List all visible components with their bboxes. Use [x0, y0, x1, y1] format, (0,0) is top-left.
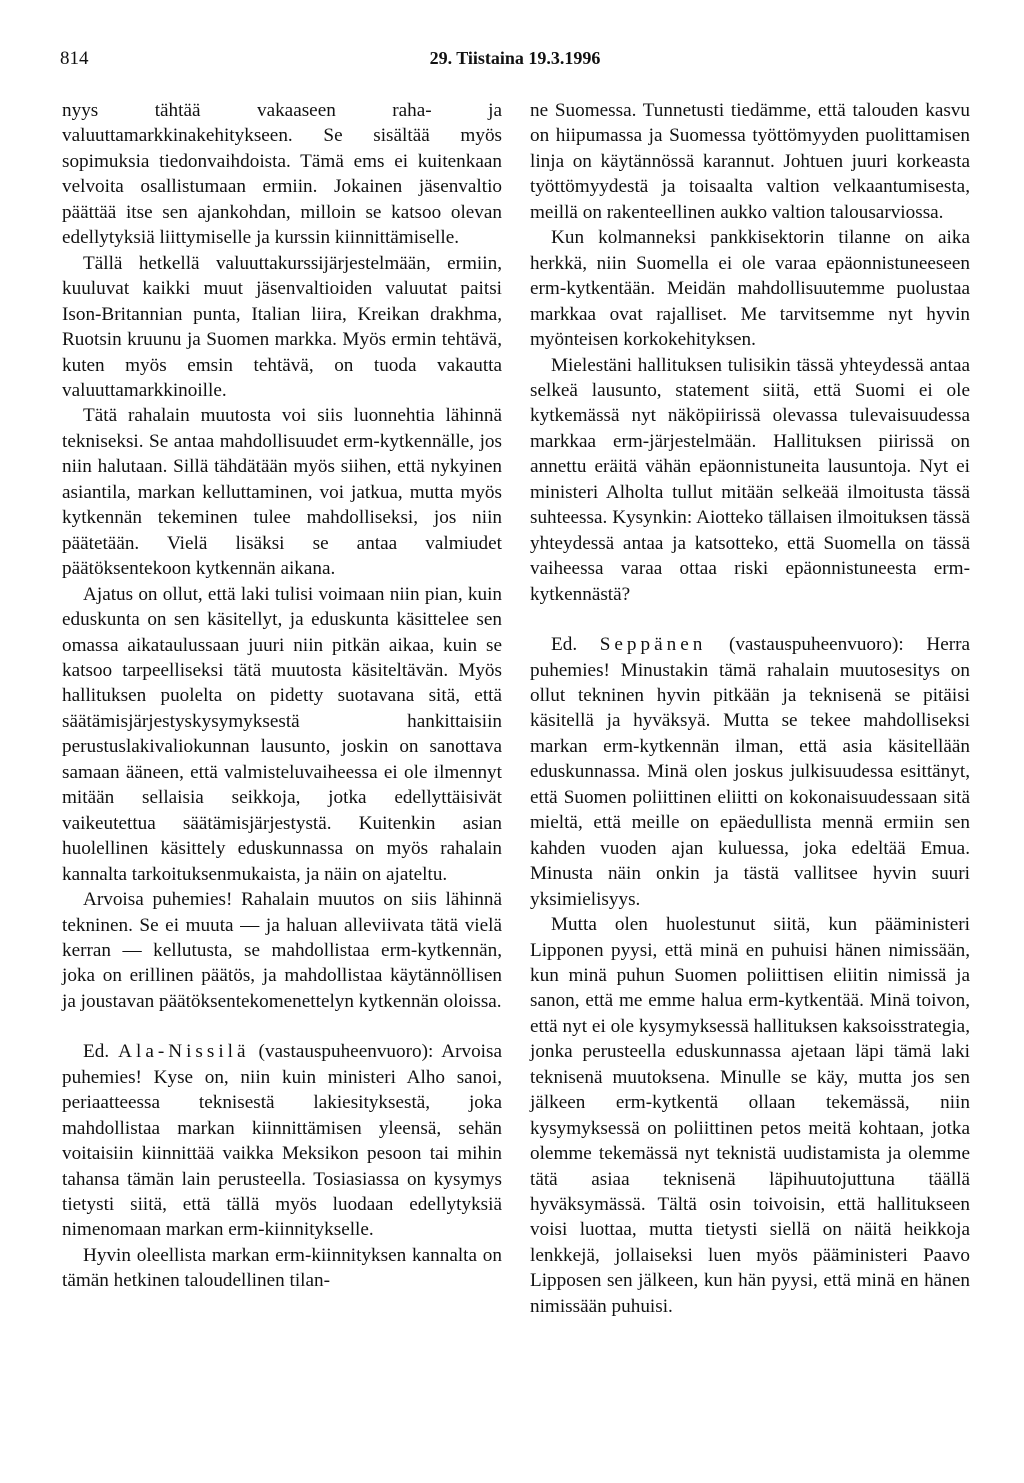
paragraph: Tällä hetkellä valuuttakurssijärjestelmään, ermiin, kuuluvat kaikki muut jäsenvaltioiden valuutat paitsi Ison-Britannian punta, Italian liira, Kreikan drakhma, Ruotsin kruunu ja Suomen markka. Myös ermin tehtävä, kuten myös emsin tehtävä, on tuoda vakautta valuuttamarkkinoille.: [62, 252, 502, 401]
speaker-name: Seppänen: [599, 634, 707, 656]
paragraph: Mielestäni hallituksen tulisikin tässä yhteydessä antaa selkeä lausunto, statement siitä, että Suomi ei ole kytkemässä nyt näköpiirissä olevassa tulevaisuudessa markkaa erm-järjestelmään. Hallituksen piirissä on annettu eräitä vähän epäonnistuneita lausuntoja. Nyt ei ministeri Alholta tullut mitään selkeää ilmoitusta tässä suhteessa. Kysynkin: Aiotteko tällaisen ilmoituksen tässä yhteydessä antaa ja katsotteko, että Suomella on tässä vaiheessa varaa ottaa riski epäonnistuneesta erm-kytkennästä?: [530, 354, 970, 605]
speech-role: (vastauspuheenvuoro):: [728, 634, 904, 656]
speech-role: (vastauspuheenvuoro):: [258, 1041, 434, 1063]
speech-prefix: Ed.: [83, 1041, 110, 1063]
speaker-name: Ala-Nissilä: [118, 1041, 250, 1063]
speech-paragraph: [62, 1039, 502, 1243]
speech-text: Arvoisa puhemies! Kyse on, niin kuin ministeri Alho sanoi, periaatteessa teknisestä lakiesityksestä, joka mahdollistaa markan kiinnittämisen yleensä, sehän voitaisiin kiinnittää vaikka Meksikon pesoon tai mihin tahansa tämän lain perusteella. Tosiasiassa on kysymys tietysti siitä, että tällä myös luodaan edellytyksiä nimenomaan markan erm-kiinnitykselle.: [62, 1041, 502, 1241]
paragraph: Tätä rahalain muutosta voi siis luonnehtia lähinnä tekniseksi. Se antaa mahdollisuudet erm-kytkennälle, jos niin halutaan. Sillä tähdätään myös siihen, että nykyinen asiantila, markan kelluttaminen, voi jatkua, mutta myös kytkennän tekeminen tulee mahdolliseksi, jos niin päätetään. Vielä lisäksi se antaa valmiudet päätöksentekoon kytkennän aikana.: [62, 405, 502, 580]
right-column: [530, 98, 970, 1319]
paragraph: Ajatus on ollut, että laki tulisi voimaan niin pian, kuin eduskunta on sen käsitellyt, ja eduskunta käsittelee sen omassa aikataulussaan juuri niin pitkän aikaa, kuin se katsoo tarpeelliseksi tätä muutosta käsiteltävän. Myös hallituksen puolelta on pidetty suotavana sitä, että säätämisjärjestyskysymyksestä hankittaisiin perustuslakivaliokunnan lausunto, joskin on sanottava samaan ääneen, että valmisteluvaiheessa ei ole ilmennyt mitään sellaisia seikkoja, jotka edellyttäisivät vaikeutettua säätämisjärjestystä. Kuitenkin asian huolellinen käsittely eduskunnassa on myös rahalain kannalta tarkoituksenmukaista, ja näin on ajateltu.: [62, 583, 502, 885]
page-number: 814: [60, 48, 89, 69]
speech-paragraph: [530, 632, 970, 912]
paragraph: ne Suomessa. Tunnetusti tiedämme, että talouden kasvu on hiipumassa ja Suomessa työttömyyden puolittamisen linja on käytännössä karannut. Johtuen juuri korkeasta työttömyydestä ja toisaalta valtion velkaantumisesta, meillä on rakenteellinen aukko valtion talousarviossa.: [530, 100, 970, 223]
speech-text: Herra puhemies! Minustakin tämä rahalain muutosesitys on ollut tekninen hyvin pitkään ja teknisenä se pitäisi käsitellä ja hyväksyä. Mutta se tekee mahdolliseksi markan erm-kytkennän ilman, että asia käsitellään eduskunnassa. Minä olen joskus julkisuudessa esittänyt, että Suomen poliittinen eliitti on kokonaisuudessaan sitä mieltä, että meille on epäedullista mennä ermiin sen kahden vuoden ajan kuluessa, joka edeltää Emua. Minusta näin onkin ja tästä vallitsee hyvin suuri yksimielisyys.: [530, 634, 971, 910]
speech-prefix: Ed.: [551, 634, 578, 656]
paragraph: Kun kolmanneksi pankkisektorin tilanne on aika herkkä, niin Suomella ei ole varaa epäonnistuneeseen erm-kytkentään. Meidän mahdollisuutemme puolustaa markkaa ovat rajalliset. Me tarvitsemme nyt hyvin myönteisen korkokehityksen.: [530, 227, 970, 351]
paragraph: nyys tähtää vakaaseen raha- ja valuuttamarkkinakehitykseen. Se sisältää myös sopimuksia tiedonvaihdoista. Tämä ems ei kuitenkaan velvoita osallistumaan ermiin. Jokainen jäsenvaltio päättää itse sen ajankohdan, milloin se katsoo olevan edellytyksiä liittymiselle ja kurssin kiinnittämiselle.: [62, 100, 502, 249]
page-header: [60, 48, 970, 72]
paragraph: Hyvin oleellista markan erm-kiinnityksen kannalta on tämän hetkinen taloudellinen tilan-: [62, 1244, 502, 1292]
left-column: [62, 98, 502, 1294]
paragraph: Arvoisa puhemies! Rahalain muutos on siis lähinnä tekninen. Se ei muuta — ja haluan alleviivata tätä vielä kerran — kellutusta, se mahdollistaa erm-kytkennän, joka on erillinen päätös, ja mahdollistaa käytännöllisen ja joustavan päätöksentekomenettelyn kytkennän oloissa.: [62, 889, 502, 1012]
session-title: 29. Tiistaina 19.3.1996: [429, 48, 601, 68]
paragraph: Mutta olen huolestunut siitä, kun pääministeri Lipponen pyysi, että minä en puhuisi hänen nimissään, kun minä puhun Suomen poliittisen eliitin nimissä ja sanon, että me emme halua erm-kytkentää. Minä toivon, että nyt ei ole kysymyksessä hallituksen kaksoisstrategia, jonka perusteella eduskunnassa ajetaan läpi tämä laki teknisenä muutoksena. Minulle se käy, mutta jos sen jälkeen erm-kytkentä ollaan tekemässä, niin kysymyksessä on poliittinen petos meitä kohtaan, jotka olemme tekemässä nyt teknistä uudistamista ja olemme tätä asiaa teknisenä läpihuutojuttuna täällä hyväksymässä. Tältä osin toivoisin, että hallitukseen voisi luottaa, mutta tietysti siellä on näitä heikkoja lenkkejä, jollaiseksi luen myös pääministeri Paavo Lipposen sen jälkeen, kun hän pyysi, että minä en hänen nimissään puhuisi.: [530, 914, 970, 1317]
